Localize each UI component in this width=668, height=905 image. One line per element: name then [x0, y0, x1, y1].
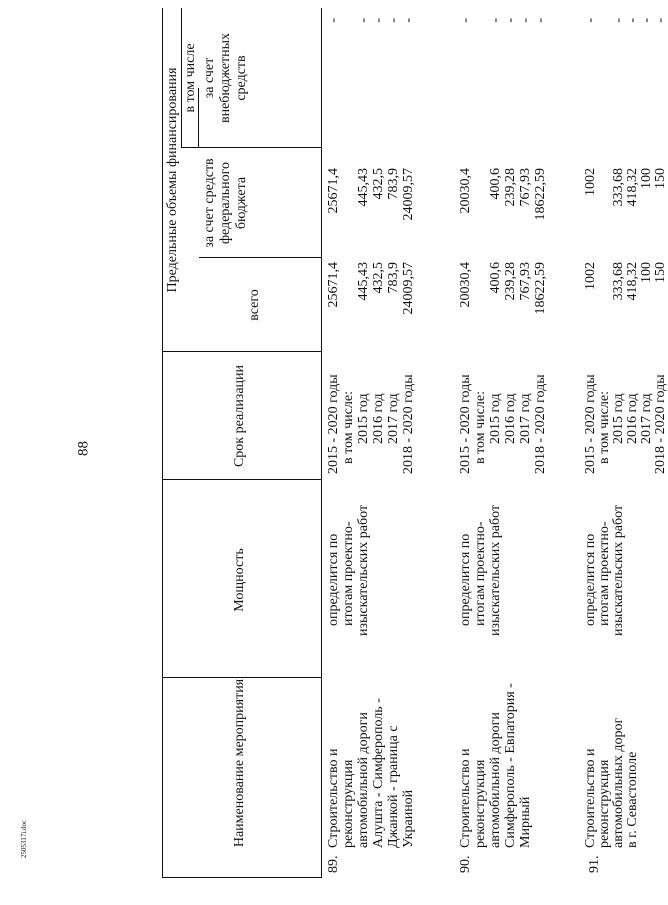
rotated-table: [162, 8, 668, 878]
extra-value: -: [326, 18, 341, 23]
period-line: 2017 год: [386, 393, 401, 444]
total-value: [473, 262, 488, 352]
total-value: 18622,59: [533, 262, 548, 315]
period-line: 2017 год: [639, 393, 654, 444]
extra-value: -: [533, 18, 548, 23]
total-value: [598, 262, 612, 352]
row-capacity-line: итогам проектно-: [341, 521, 356, 626]
row-extra: [584, 18, 668, 148]
period-line: в том числе:: [341, 391, 356, 464]
extra-value: [341, 18, 356, 148]
total-value: 24009,57: [401, 262, 416, 315]
period-line: 2018 - 2020 годы: [533, 374, 548, 474]
total-value: [341, 262, 356, 352]
period-line: 2016 год: [503, 393, 518, 444]
federal-value: [473, 168, 488, 258]
row-federal: [326, 168, 416, 258]
row-name: [458, 683, 533, 848]
extra-value: -: [625, 18, 640, 23]
federal-value: 24009,57: [401, 168, 416, 221]
row-number: 89.: [326, 855, 341, 873]
header-federal-line: федерального: [218, 161, 233, 245]
row-extra: [458, 18, 548, 148]
row-name-line: реконструкция: [473, 759, 488, 848]
row-number: 91.: [587, 855, 602, 873]
total-value: 100: [639, 262, 654, 283]
header-limits: Предельные объемы финансирования: [165, 67, 180, 293]
federal-value: [341, 168, 356, 258]
row-capacity: [326, 505, 371, 636]
row-number: 90.: [458, 855, 473, 873]
row-name-line: Алушта - Симферополь -: [371, 698, 386, 848]
row-name: [584, 718, 640, 848]
limits-underline-rule: [181, 8, 182, 148]
row-name-line: Мирный: [518, 796, 533, 848]
row-capacity-line: изыскательских работ: [611, 504, 626, 636]
extra-value: -: [583, 18, 598, 23]
period-line: 2015 год: [488, 393, 503, 444]
extra-value: -: [611, 18, 626, 23]
period-line: 2016 год: [371, 393, 386, 444]
extra-value: -: [386, 18, 401, 23]
total-value: 432,5: [371, 262, 386, 294]
extra-value: [473, 18, 488, 148]
header-federal-line: бюджета: [234, 176, 249, 230]
federal-value: 333,68: [611, 168, 626, 207]
row-capacity-line: изыскательских работ: [356, 504, 371, 636]
header-capacity: Мощность: [232, 548, 247, 612]
total-value: 239,28: [503, 262, 518, 301]
period-line: в том числе:: [597, 391, 612, 464]
federal-value: 100: [639, 168, 654, 189]
federal-value: 418,32: [625, 168, 640, 207]
extra-value: -: [458, 18, 473, 23]
row-capacity-line: определится по: [583, 533, 598, 626]
period-line: 2015 год: [611, 393, 626, 444]
page-number: 88: [75, 441, 92, 456]
period-line: в том числе:: [473, 391, 488, 464]
federal-value: 25671,4: [326, 168, 341, 214]
row-capacity: [584, 505, 626, 636]
row-name-line: реконструкция: [341, 759, 356, 848]
row-name-line: Строительство и: [458, 748, 473, 848]
total-value: 400,6: [488, 262, 503, 294]
row-capacity: [458, 505, 503, 636]
row-name-line: реконструкция: [597, 759, 612, 848]
period-line: 2018 - 2020 годы: [653, 374, 668, 474]
extra-value: -: [503, 18, 518, 23]
extra-value: -: [371, 18, 386, 23]
period-line: 2015 год: [356, 393, 371, 444]
row-name-line: Украиной: [401, 789, 416, 848]
period-line: 2015 - 2020 годы: [458, 374, 473, 474]
federal-value: 239,28: [503, 168, 518, 207]
period-line: 2018 - 2020 годы: [401, 374, 416, 474]
period-line: 2016 год: [625, 393, 640, 444]
row-capacity-line: изыскательских работ: [488, 504, 503, 636]
extra-value: -: [488, 18, 503, 23]
extra-value: -: [639, 18, 654, 23]
col-rule-num: [162, 877, 322, 878]
header-total: всего: [247, 289, 262, 321]
row-total: [458, 262, 548, 352]
federal-value: 1002: [583, 168, 598, 196]
row-federal: [584, 168, 668, 258]
total-value: 333,68: [611, 262, 626, 301]
extra-value: -: [356, 18, 371, 23]
total-value: 445,43: [356, 262, 371, 301]
row-period: [326, 374, 416, 474]
extra-value: -: [653, 18, 668, 23]
header-bottom-rule: [321, 8, 322, 878]
federal-value: 18622,59: [533, 168, 548, 221]
row-name: [326, 698, 416, 848]
total-value: 418,32: [625, 262, 640, 301]
total-value: 25671,4: [326, 262, 341, 308]
row-capacity-line: итогам проектно-: [473, 521, 488, 626]
row-capacity-line: определится по: [458, 533, 473, 626]
row-name-line: Строительство и: [326, 748, 341, 848]
row-name-line: Джанкой - граница с: [386, 725, 401, 848]
row-period: [458, 374, 548, 474]
period-line: 2015 - 2020 годы: [583, 374, 598, 474]
footer-doc-code: 2505317i.doc: [20, 819, 28, 859]
header-name: Наименование мероприятия: [232, 678, 247, 848]
row-period: [584, 374, 668, 474]
period-line: 2017 год: [518, 393, 533, 444]
row-name-line: автомобильных дорог: [611, 717, 626, 848]
total-value: 1002: [583, 262, 598, 290]
table-top-rule: [162, 8, 163, 878]
extra-value: [598, 18, 612, 148]
federal-value: 445,43: [356, 168, 371, 207]
row-capacity-line: определится по: [326, 533, 341, 626]
total-value: 150: [653, 262, 668, 283]
header-including: в том числе: [183, 43, 198, 113]
header-federal: [202, 148, 250, 258]
federal-value: 150: [653, 168, 668, 189]
federal-value: 400,6: [488, 168, 503, 200]
total-value: 767,93: [518, 262, 533, 301]
header-extra: [202, 8, 250, 148]
header-extra-line: средств: [234, 55, 249, 101]
extra-value: -: [401, 18, 416, 23]
header-period: Срок реализации: [232, 364, 247, 468]
total-value: 20030,4: [458, 262, 473, 308]
row-name-line: в г. Севастополе: [625, 751, 640, 848]
including-underline-rule: [198, 88, 199, 148]
federal-value: 767,93: [518, 168, 533, 207]
federal-value: 20030,4: [458, 168, 473, 214]
extra-value: -: [518, 18, 533, 23]
header-extra-line: за счет: [202, 57, 217, 99]
row-total: [326, 262, 416, 352]
header-extra-line: внебюджетных: [218, 32, 233, 124]
row-federal: [458, 168, 548, 258]
row-name-line: автомобильной дороги: [488, 712, 503, 848]
period-line: 2015 - 2020 годы: [326, 374, 341, 474]
row-total: [584, 262, 668, 352]
row-name-line: Строительство и: [583, 748, 598, 848]
federal-value: 432,5: [371, 168, 386, 200]
row-capacity-line: итогам проектно-: [597, 521, 612, 626]
total-value: 783,9: [386, 262, 401, 294]
row-name-line: Симферополь - Евпатория -: [503, 683, 518, 848]
federal-value: [598, 168, 612, 258]
row-extra: [326, 18, 416, 148]
row-name-line: автомобильной дороги: [356, 712, 371, 848]
header-federal-line: за счет средств: [202, 158, 217, 248]
federal-value: 783,9: [386, 168, 401, 200]
